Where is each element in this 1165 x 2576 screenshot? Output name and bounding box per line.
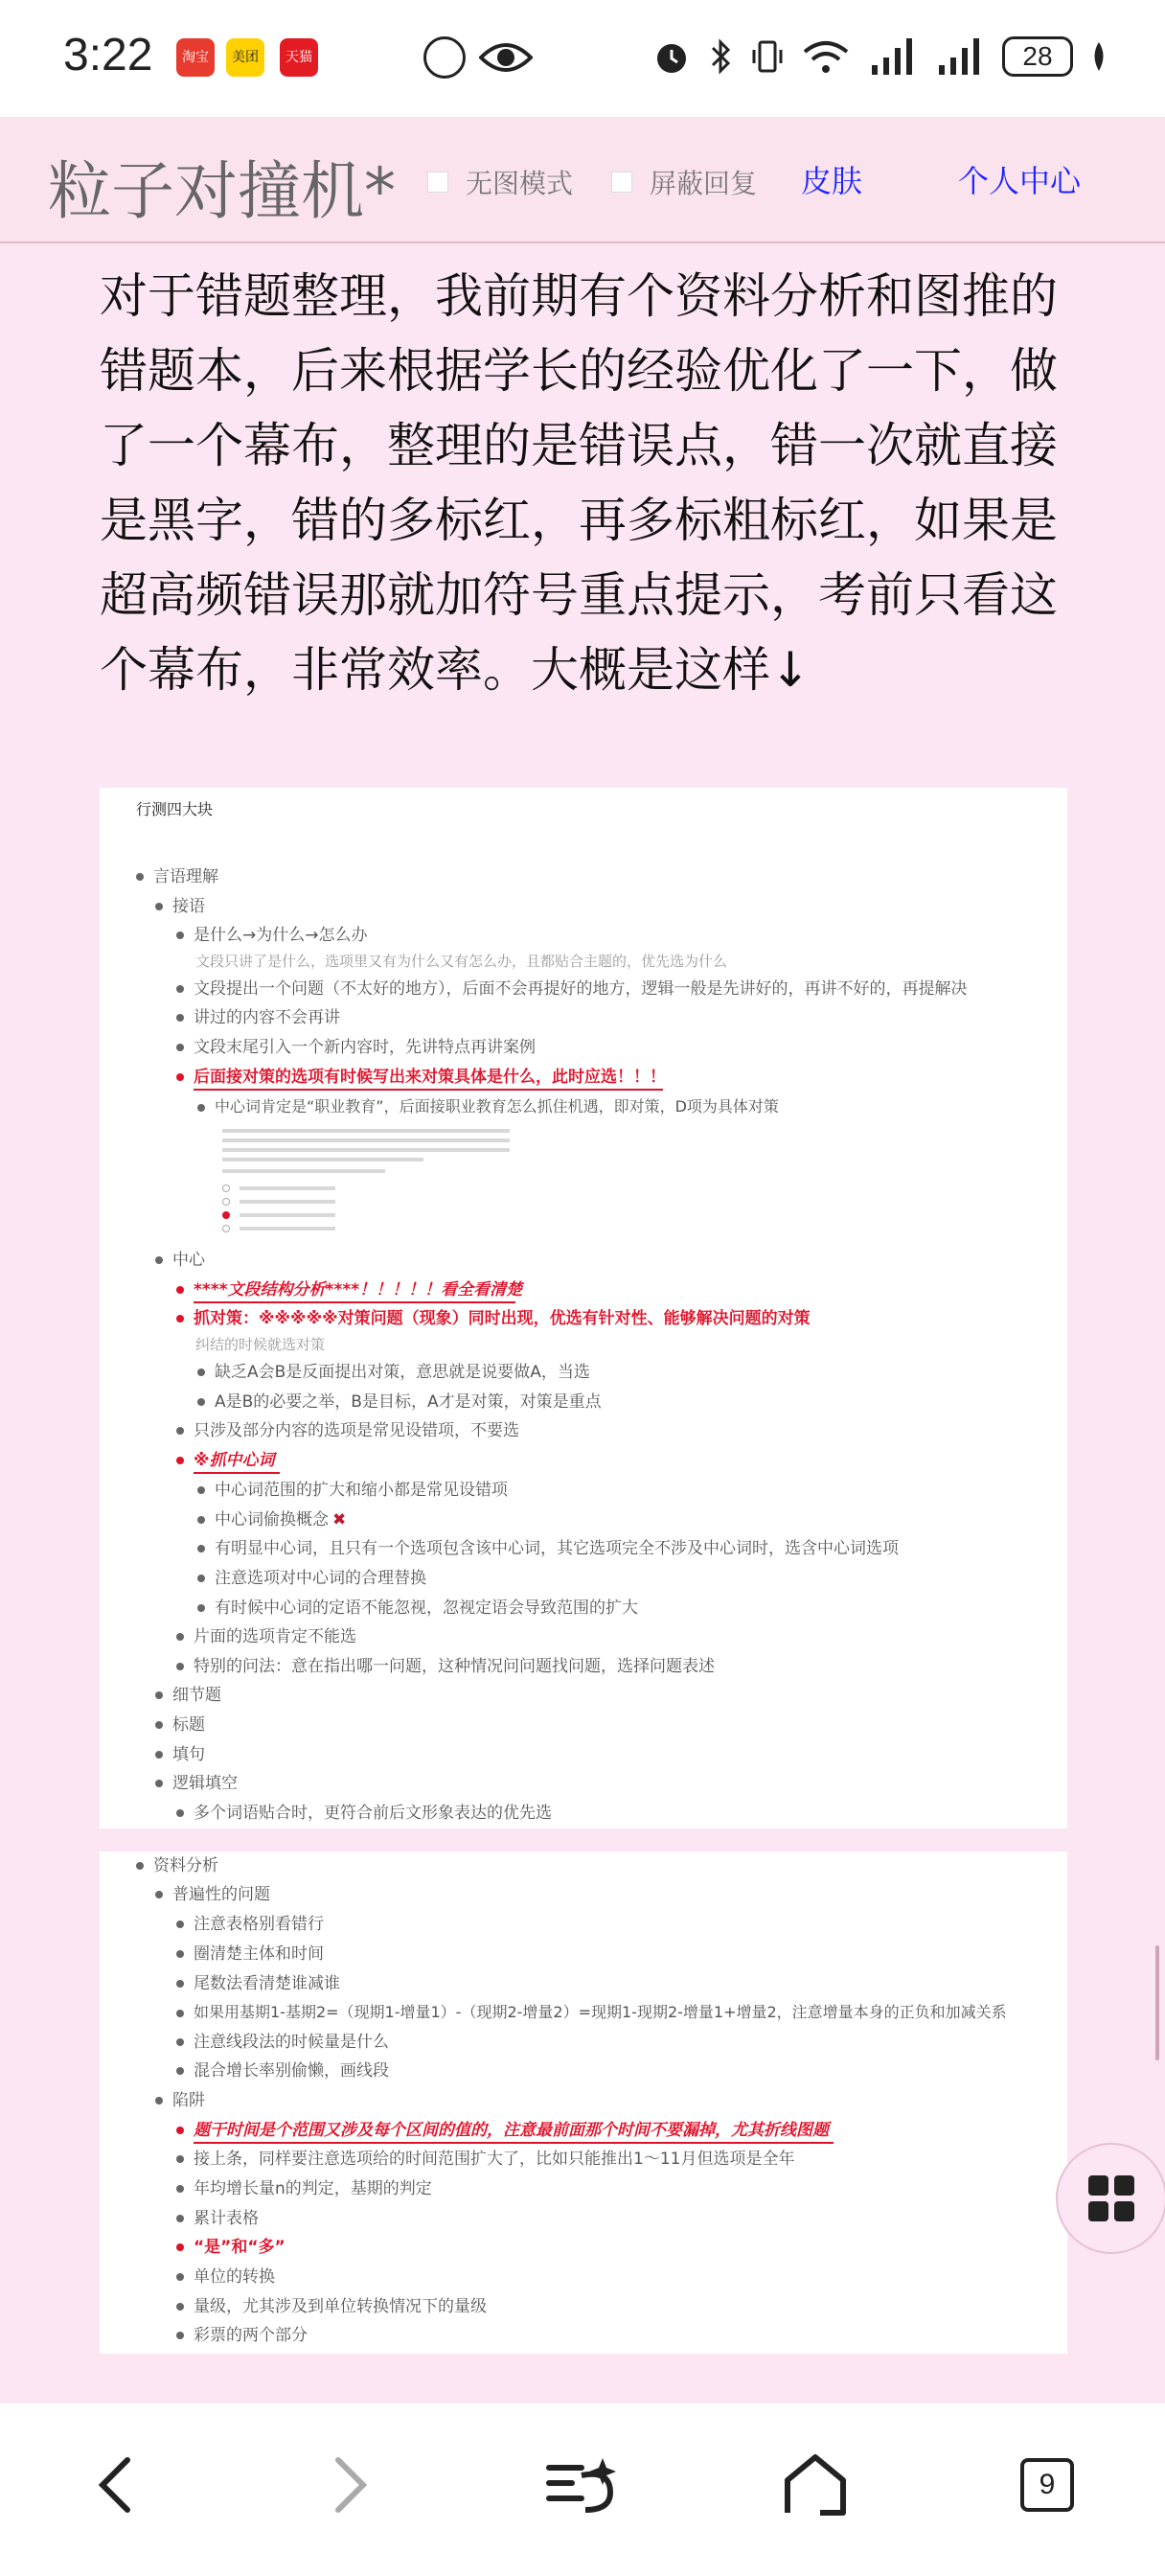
leaf-icon xyxy=(1090,40,1108,73)
list-item-red: ****文段结构分析****！！！！！看全看清楚 xyxy=(176,1280,522,1300)
list-item: 圈清楚主体和时间 xyxy=(176,1944,324,1964)
wifi-icon xyxy=(801,36,851,77)
list-item: 中心 xyxy=(155,1251,205,1270)
scrollbar[interactable] xyxy=(1155,1945,1159,2060)
list-item: 细节题 xyxy=(155,1686,221,1705)
list-item: 只涉及部分内容的选项是常见设错项，不要选 xyxy=(176,1421,519,1440)
back-arrow-icon xyxy=(91,2454,137,2516)
post-paragraph: 对于错题整理，我前期有个资料分析和图推的错题本，后来根据学长的经验优化了一下，做了一个幕布，整理的是错误点，错一次就直接是黑字，错的多标红，再多标粗标红，如果是超高频错误那就加符号重点提示，考前只看这个幕布，非常效率。大概是这样↓ xyxy=(100,268,1058,698)
meituan-app-icon: 美团 xyxy=(226,38,264,77)
bluetooth-icon xyxy=(709,36,734,77)
hide-replies-label: 屏蔽回复 xyxy=(650,168,758,199)
list-item: 有明显中心词，且只有一个选项包含该中心词，其它选项完全不涉及中心词时，选含中心词选项 xyxy=(197,1539,899,1558)
mindmap-title: 行测四大块 xyxy=(136,800,214,818)
signal-icon xyxy=(868,36,918,77)
list-item: 接语 xyxy=(155,897,205,916)
grid-menu-button[interactable] xyxy=(1056,2143,1165,2254)
list-item: 是什么→为什么→怎么办 xyxy=(176,926,368,945)
personal-center-link[interactable]: 个人中心 xyxy=(958,163,1082,199)
tmall-app-icon: 天猫 xyxy=(280,38,318,77)
list-item: 言语理解 xyxy=(136,867,218,886)
red-underline xyxy=(194,1089,663,1091)
list-item: 资料分析 xyxy=(136,1856,218,1875)
list-item: 普遍性的问题 xyxy=(155,1885,270,1904)
tabs-icon: 9 xyxy=(1020,2458,1074,2512)
embedded-question-snippet xyxy=(222,1129,529,1244)
no-image-mode-toggle[interactable] xyxy=(427,163,573,201)
signal-icon xyxy=(935,36,985,77)
browser-bottom-nav xyxy=(0,2404,1165,2576)
list-item: 陷阱 xyxy=(155,2091,205,2110)
status-bar xyxy=(0,0,1165,117)
list-item: 逻辑填空 xyxy=(155,1774,238,1793)
list-item: A是B的必要之举，B是目标，A才是对策，对策是重点 xyxy=(197,1392,602,1412)
battery-icon: 28 xyxy=(1002,36,1073,77)
list-item: 文段提出一个问题（不太好的地方），后面不会再提好的地方，逻辑一般是先讲好的，再讲不好的，再提解决 xyxy=(176,979,968,999)
list-item: 文段末尾引入一个新内容时，先讲特点再讲案例 xyxy=(176,1038,536,1057)
list-item: 量级，尤其涉及到单位转换情况下的量级 xyxy=(176,2297,487,2316)
alarm-icon xyxy=(651,36,692,77)
forward-button[interactable] xyxy=(308,2442,395,2528)
site-title[interactable]: 粒子对撞机* xyxy=(48,154,396,228)
ai-assistant-button[interactable] xyxy=(538,2442,625,2528)
list-item: 接上条，同样要注意选项给的时间范围扩大了，比如只能推出1～11月但选项是全年 xyxy=(176,2150,794,2169)
list-item: 注意线段法的时候量是什么 xyxy=(176,2033,389,2052)
list-item: 中心词范围的扩大和缩小都是常见设错项 xyxy=(197,1481,508,1500)
taobao-app-icon: 淘宝 xyxy=(176,38,215,77)
list-item: 缺乏A会B是反面提出对策，意思就是说要做A，当选 xyxy=(197,1363,590,1382)
list-item-red: ※抓中心词 xyxy=(176,1451,275,1470)
list-item-red: 抓对策：※※※※※对策问题（现象）同时出现，优选有针对性、能够解决问题的对策 xyxy=(176,1309,811,1328)
list-item: 累计表格 xyxy=(176,2209,259,2228)
list-item: 中心词偷换概念 ✖ xyxy=(197,1510,346,1530)
list-item: 特别的问法：意在指出哪一问题，这种情况问问题找问题，选择问题表述 xyxy=(176,1657,715,1676)
list-item: 中心词肯定是“职业教育”，后面接职业教育怎么抓住机遇，即对策，D项为具体对策 xyxy=(197,1097,779,1116)
list-item: 彩票的两个部分 xyxy=(176,2326,308,2345)
forward-arrow-icon xyxy=(329,2454,375,2516)
cross-mark-icon: ✖ xyxy=(332,1510,347,1530)
ai-assistant-icon xyxy=(543,2454,620,2516)
list-note: 纠结的时候就选对策 xyxy=(195,1336,326,1353)
back-button[interactable] xyxy=(71,2442,157,2528)
list-item: 尾数法看清楚谁减谁 xyxy=(176,1974,340,1993)
list-item: 混合增长率别偷懒，画线段 xyxy=(176,2061,389,2081)
hide-replies-toggle[interactable] xyxy=(611,163,757,201)
list-item: 填句 xyxy=(155,1745,205,1764)
red-underline xyxy=(194,2142,834,2144)
list-item-red: 题干时间是个范围又涉及每个区间的值的，注意最前面那个时间不要漏掉，尤其折线图题 xyxy=(176,2121,829,2140)
list-item: 单位的转换 xyxy=(176,2267,275,2287)
eye-icon xyxy=(479,38,533,77)
hd-icon xyxy=(423,36,466,79)
checkbox[interactable] xyxy=(427,172,448,193)
list-item-red: 后面接对策的选项有时候写出来对策具体是什么，此时应选！！！ xyxy=(176,1068,666,1087)
list-item: 片面的选项肯定不能选 xyxy=(176,1627,356,1646)
no-image-mode-label: 无图模式 xyxy=(466,168,574,199)
site-header xyxy=(0,117,1165,243)
status-icons xyxy=(651,33,1108,80)
red-underline xyxy=(194,1472,280,1474)
list-item: 注意表格别看错行 xyxy=(176,1915,324,1934)
checkbox[interactable] xyxy=(611,172,632,193)
list-item: 有时候中心词的定语不能忽视，忽视定语会导致范围的扩大 xyxy=(197,1598,638,1618)
list-item: 年均增长量n的判定，基期的判定 xyxy=(176,2179,432,2198)
list-item-red: “是”和“多” xyxy=(176,2238,286,2257)
list-item: 注意选项对中心词的合理替换 xyxy=(197,1569,426,1588)
skin-link[interactable]: 皮肤 xyxy=(801,163,863,199)
home-icon xyxy=(782,2451,849,2518)
vibrate-icon xyxy=(751,36,784,77)
list-item: 标题 xyxy=(155,1715,205,1735)
list-item: 如果用基期1-基期2=（现期1-增量1）-（现期2-增量2）=现期1-现期2-增量1+增量2，注意增量本身的正负和加减关系 xyxy=(176,2003,1007,2022)
home-button[interactable] xyxy=(772,2442,858,2528)
list-note: 文段只讲了是什么，选项里又有为什么又有怎么办，且都贴合主题的，优先选为什么 xyxy=(195,953,728,970)
grid-icon xyxy=(1088,2175,1134,2221)
red-underline xyxy=(194,1301,515,1303)
tabs-button[interactable] xyxy=(1004,2442,1090,2528)
status-time: 3:22 xyxy=(63,30,153,80)
list-item: 讲过的内容不会再讲 xyxy=(176,1008,340,1027)
list-item: 多个词语贴合时，更符合前后文形象表达的优先选 xyxy=(176,1804,552,1823)
